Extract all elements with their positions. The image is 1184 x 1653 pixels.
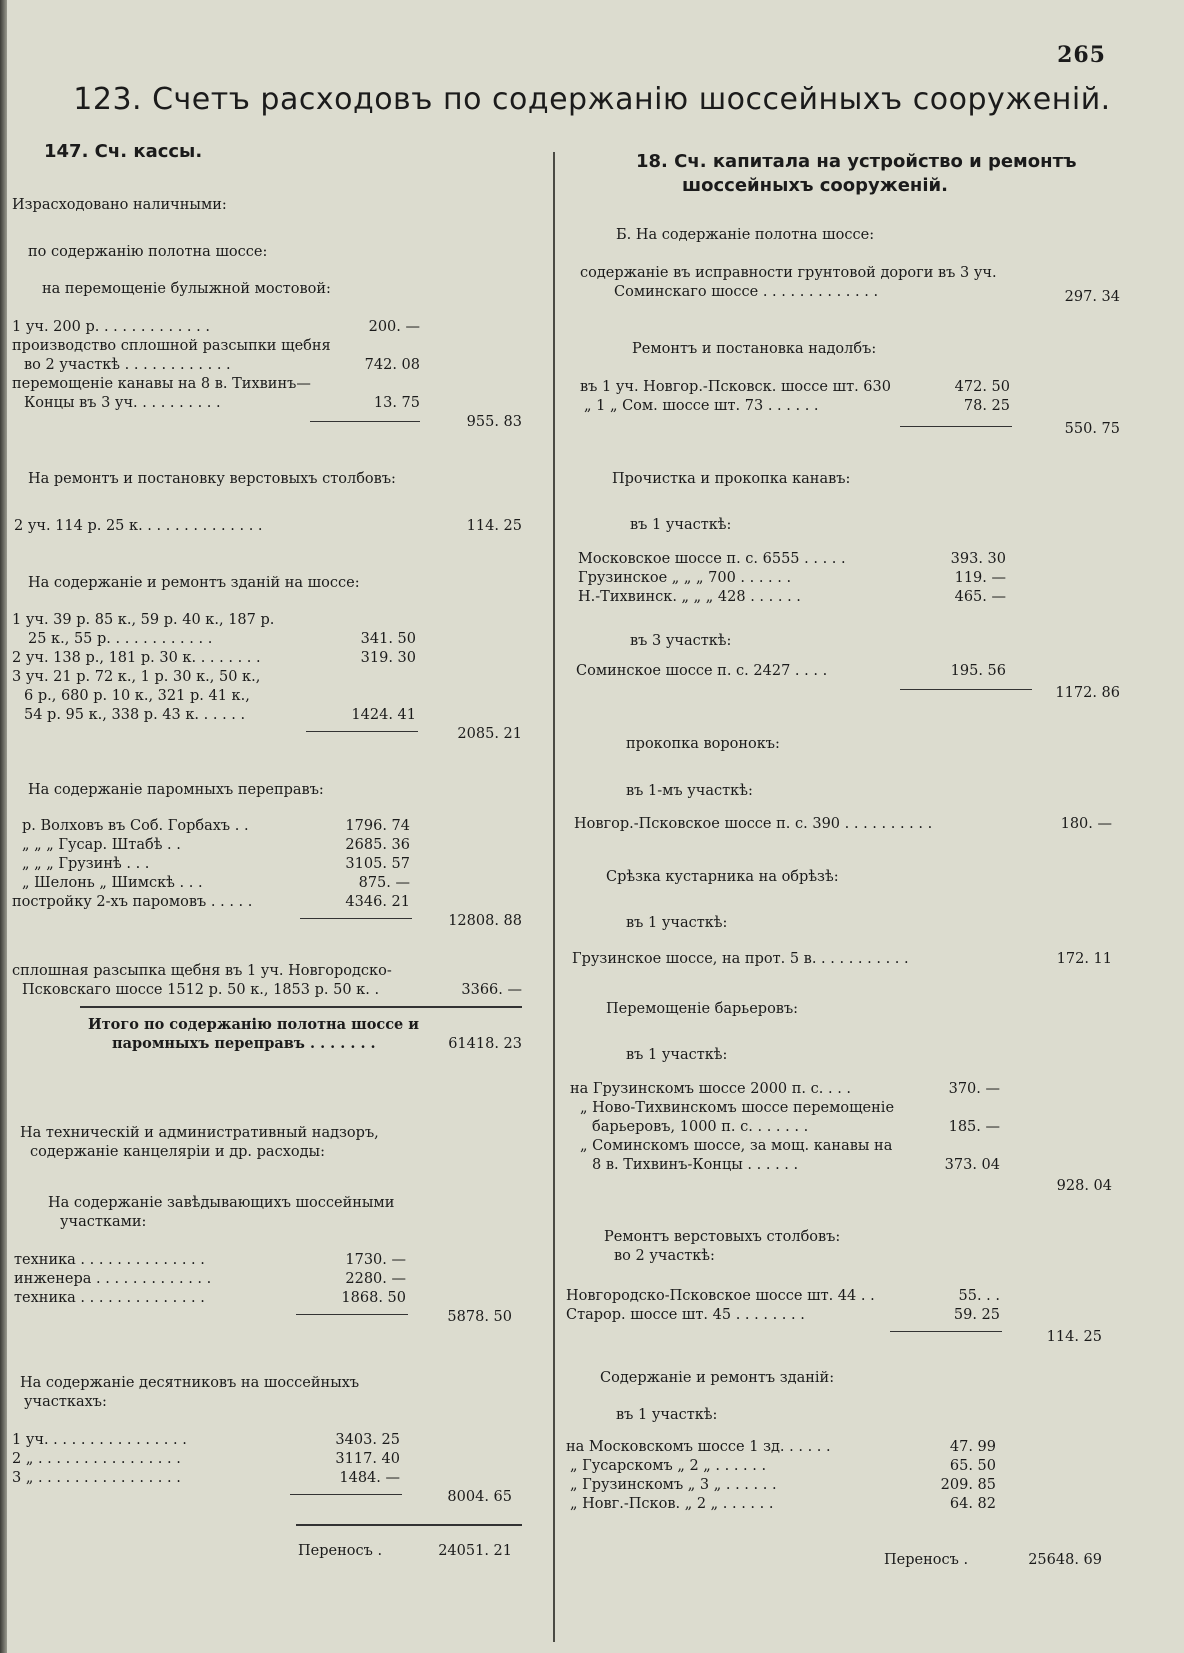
right-line: Прочистка и прокопка канавъ: xyxy=(612,471,851,487)
left-line: Псковскаго шоссе 1512 р. 50 к., 1853 р. 50 к. . xyxy=(22,982,380,998)
left-value: 200. — xyxy=(368,319,420,335)
right-value: 47. 99 xyxy=(949,1439,996,1455)
left-line: 2 уч. 138 р., 181 р. 30 к. . . . . . . . xyxy=(12,650,261,666)
right-line: въ 1 участкѣ: xyxy=(626,1047,728,1063)
right-line: „ Грузинскомъ „ 3 „ . . . . . . xyxy=(570,1477,777,1493)
right-value: 119. — xyxy=(954,570,1006,586)
left-line: 3 уч. 21 р. 72 к., 1 р. 30 к., 50 к., xyxy=(12,669,261,685)
right-line: Срѣзка кустарника на обрѣзѣ: xyxy=(606,869,839,885)
sum-rule xyxy=(890,1331,1002,1332)
left-grand-total: 61418. 23 xyxy=(448,1036,522,1052)
right-line: въ 1 участкѣ: xyxy=(630,517,732,533)
left-line: техника . . . . . . . . . . . . . . xyxy=(14,1290,205,1306)
left-line: На содержаніе десятниковъ на шоссейныхъ xyxy=(20,1375,360,1391)
left-line: р. Волховъ въ Соб. Горбахъ . . xyxy=(22,818,249,834)
sum-rule xyxy=(296,1314,408,1315)
right-total: 180. — xyxy=(1060,816,1112,832)
left-line: На содержаніе завѣдывающихъ шоссейными xyxy=(48,1195,395,1211)
page-number: 265 xyxy=(1057,42,1106,68)
sum-rule xyxy=(300,918,412,919)
left-line: „ „ „ Гусар. Штабѣ . . xyxy=(22,837,181,853)
sum-rule xyxy=(290,1494,402,1495)
left-value: 4346. 21 xyxy=(345,894,410,910)
sum-rule xyxy=(306,731,418,732)
right-value: 59. 25 xyxy=(953,1307,1000,1323)
left-line: во 2 участкѣ . . . . . . . . . . . . xyxy=(24,357,231,373)
right-line: „ Соминскомъ шоссе, за мощ. канавы на xyxy=(580,1138,893,1154)
left-column-header: 147. Сч. кассы. xyxy=(44,141,203,162)
right-value: 472. 50 xyxy=(954,379,1010,395)
page-title: 123. Счетъ расходовъ по содержанію шоссейныхъ сооруженій. xyxy=(73,82,1111,117)
right-value: 65. 50 xyxy=(949,1458,996,1474)
right-line: Старор. шоссе шт. 45 . . . . . . . . xyxy=(566,1307,805,1323)
right-column-header: 18. Сч. капитала на устройство и ремонтъ xyxy=(636,151,1077,172)
right-column-subheader: шоссейныхъ сооруженій. xyxy=(682,175,948,196)
right-total: 297. 34 xyxy=(1064,289,1120,305)
left-line: Итого по содержанію полотна шоссе и xyxy=(88,1016,420,1033)
right-value: 465. — xyxy=(954,589,1006,605)
carry-label: Переносъ . xyxy=(298,1543,383,1559)
right-value: 209. 85 xyxy=(940,1477,996,1493)
left-value: 875. — xyxy=(358,875,410,891)
left-total: 3366. — xyxy=(461,982,522,998)
left-line: 2 „ . . . . . . . . . . . . . . . . xyxy=(12,1451,181,1467)
left-line: на перемощеніе булыжной мостовой: xyxy=(42,281,331,297)
right-line: „ Гусарскомъ „ 2 „ . . . . . . xyxy=(570,1458,767,1474)
left-line: техника . . . . . . . . . . . . . . xyxy=(14,1252,205,1268)
left-value: 3105. 57 xyxy=(345,856,410,872)
right-line: Ремонтъ и постановка надолбъ: xyxy=(632,341,877,357)
right-line: Новгородско-Псковское шоссе шт. 44 . . xyxy=(566,1288,875,1304)
right-total: 114. 25 xyxy=(1046,1329,1102,1345)
left-line: 25 к., 55 р. . . . . . . . . . . . xyxy=(28,631,213,647)
right-line: Грузинское шоссе, на прот. 5 в. . . . . . . . . . . xyxy=(572,951,909,967)
page-edge-shadow xyxy=(0,0,7,1653)
right-line: Грузинское „ „ „ 700 . . . . . . xyxy=(578,570,792,586)
left-line: 1 уч. 200 р. . . . . . . . . . . . . xyxy=(12,319,210,335)
right-value: 373. 04 xyxy=(944,1157,1000,1173)
carry-rule xyxy=(296,1524,522,1526)
left-line: по содержанію полотна шоссе: xyxy=(28,244,268,260)
left-line: 54 р. 95 к., 338 р. 43 к. . . . . . xyxy=(24,707,246,723)
left-value: 1730. — xyxy=(345,1252,406,1268)
left-value: 1868. 50 xyxy=(341,1290,406,1306)
right-line: на Грузинскомъ шоссе 2000 п. с. . . . xyxy=(570,1081,852,1097)
right-line: въ 1 участкѣ: xyxy=(616,1407,718,1423)
section-rule xyxy=(80,1006,522,1008)
right-line: на Московскомъ шоссе 1 зд. . . . . . xyxy=(566,1439,831,1455)
left-line: участкахъ: xyxy=(24,1394,107,1410)
carry-label: Переносъ . xyxy=(884,1552,969,1568)
right-line: Ремонтъ верстовыхъ столбовъ: xyxy=(604,1229,841,1245)
right-total: 1172. 86 xyxy=(1055,685,1120,701)
carry-total: 25648. 69 xyxy=(1028,1552,1102,1568)
sum-rule xyxy=(310,421,420,422)
right-line: „ 1 „ Сом. шоссе шт. 73 . . . . . . xyxy=(584,398,819,414)
right-line: Соминскаго шоссе . . . . . . . . . . . . . xyxy=(614,284,879,300)
right-line: Содержаніе и ремонтъ зданій: xyxy=(600,1370,835,1386)
right-total: 550. 75 xyxy=(1064,421,1120,437)
right-line: прокопка воронокъ: xyxy=(626,736,780,752)
left-line: На содержаніе и ремонтъ зданій на шоссе: xyxy=(28,575,360,591)
right-value: 185. — xyxy=(948,1119,1000,1135)
left-line: На ремонтъ и постановку верстовыхъ столбовъ: xyxy=(28,471,396,487)
left-value: 1796. 74 xyxy=(345,818,410,834)
right-value: 78. 25 xyxy=(963,398,1010,414)
left-line: перемощеніе канавы на 8 в. Тихвинъ— xyxy=(12,376,311,392)
left-value: 742. 08 xyxy=(364,357,420,373)
right-line: во 2 участкѣ: xyxy=(614,1248,715,1264)
right-value: 195. 56 xyxy=(950,663,1006,679)
left-line: производство сплошной разсыпки щебня xyxy=(12,338,331,354)
left-line: 1 уч. 39 р. 85 к., 59 р. 40 к., 187 р. xyxy=(12,612,275,628)
left-total: 5878. 50 xyxy=(447,1309,512,1325)
right-value: 55. . . xyxy=(958,1288,1000,1304)
left-value: 319. 30 xyxy=(360,650,416,666)
right-line: Н.-Тихвинск. „ „ „ 428 . . . . . . xyxy=(578,589,801,605)
sum-rule xyxy=(900,426,1012,427)
left-line: 2 уч. 114 р. 25 к. . . . . . . . . . . . . . xyxy=(14,518,263,534)
left-line: Израсходовано наличными: xyxy=(12,197,227,213)
left-line: сплошная разсыпка щебня въ 1 уч. Новгородско- xyxy=(12,963,392,979)
right-total: 928. 04 xyxy=(1056,1178,1112,1194)
right-line: Перемощеніе барьеровъ: xyxy=(606,1001,799,1017)
left-line: Концы въ 3 уч. . . . . . . . . . xyxy=(24,395,221,411)
right-line: въ 1-мъ участкѣ: xyxy=(626,783,753,799)
carry-total: 24051. 21 xyxy=(438,1543,512,1559)
left-line: На техническій и административный надзоръ, xyxy=(20,1125,379,1141)
right-line: въ 1 уч. Новгор.-Псковск. шоссе шт. 630 xyxy=(580,379,891,395)
left-total: 114. 25 xyxy=(466,518,522,534)
right-line: „ Новг.-Псков. „ 2 „ . . . . . . xyxy=(570,1496,774,1512)
left-line: паромныхъ переправъ . . . . . . . xyxy=(112,1035,376,1052)
left-total: 12808. 88 xyxy=(448,913,522,929)
left-total: 2085. 21 xyxy=(457,726,522,742)
right-line: „ Ново-Тихвинскомъ шоссе перемощеніе xyxy=(580,1100,895,1116)
right-value: 393. 30 xyxy=(950,551,1006,567)
left-value: 13. 75 xyxy=(373,395,420,411)
left-value: 2685. 36 xyxy=(345,837,410,853)
right-line: въ 1 участкѣ: xyxy=(626,915,728,931)
right-line: 8 в. Тихвинъ-Концы . . . . . . xyxy=(592,1157,799,1173)
left-line: участками: xyxy=(60,1214,147,1230)
right-line: Новгор.-Псковское шоссе п. с. 390 . . . . . . . . . . xyxy=(574,816,933,832)
left-line: На содержаніе паромныхъ переправъ: xyxy=(28,782,324,798)
right-line: Б. На содержаніе полотна шоссе: xyxy=(616,227,875,243)
left-value: 2280. — xyxy=(345,1271,406,1287)
column-divider xyxy=(553,152,555,1642)
left-line: 1 уч. . . . . . . . . . . . . . . . xyxy=(12,1432,187,1448)
left-total: 955. 83 xyxy=(466,414,522,430)
right-total: 172. 11 xyxy=(1056,951,1112,967)
left-value: 341. 50 xyxy=(360,631,416,647)
left-total: 8004. 65 xyxy=(447,1489,512,1505)
right-line: барьеровъ, 1000 п. с. . . . . . . xyxy=(592,1119,809,1135)
left-line: 6 р., 680 р. 10 к., 321 р. 41 к., xyxy=(24,688,250,704)
left-line: инженера . . . . . . . . . . . . . xyxy=(14,1271,212,1287)
left-value: 1484. — xyxy=(339,1470,400,1486)
right-line: содержаніе въ исправности грунтовой дороги въ 3 уч. xyxy=(580,265,997,281)
right-line: Московское шоссе п. с. 6555 . . . . . xyxy=(578,551,846,567)
right-value: 64. 82 xyxy=(949,1496,996,1512)
left-line: постройку 2-хъ паромовъ . . . . . xyxy=(12,894,253,910)
left-value: 1424. 41 xyxy=(351,707,416,723)
left-line: „ Шелонь „ Шимскѣ . . . xyxy=(22,875,203,891)
left-line: содержаніе канцеляріи и др. расходы: xyxy=(30,1144,325,1160)
left-line: „ „ „ Грузинѣ . . . xyxy=(22,856,150,872)
right-value: 370. — xyxy=(948,1081,1000,1097)
right-line: въ 3 участкѣ: xyxy=(630,633,732,649)
left-value: 3117. 40 xyxy=(335,1451,400,1467)
right-line: Соминское шоссе п. с. 2427 . . . . xyxy=(576,663,828,679)
left-line: 3 „ . . . . . . . . . . . . . . . . xyxy=(12,1470,181,1486)
left-value: 3403. 25 xyxy=(335,1432,400,1448)
